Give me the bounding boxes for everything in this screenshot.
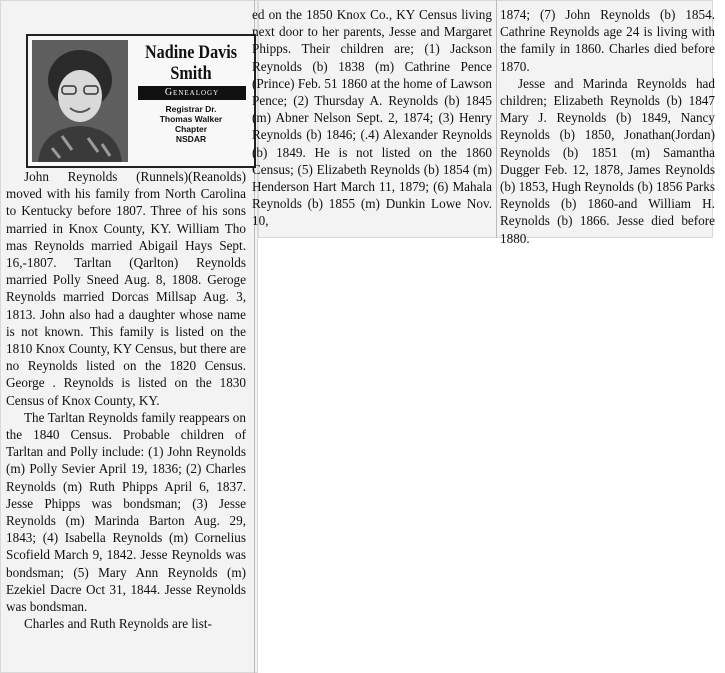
author-name: Nadine Davis Smith [145, 42, 237, 84]
article-column-2 [252, 6, 492, 236]
paragraph: Jesse and Marinda Reynolds had children; Elizabeth Reynolds (b) 1847 Mary J. Reynolds (b) 1849, Nancy Reynolds (b) 1850, Jonathan(Jordan) Reynolds (b) 1851 (m) Samantha Dugger Feb. 12, 1878, James Reynolds (b) 1853, Hugh Reynolds (b) 1856 Parks Reynolds (b) 1860-and William H. Reynolds (b) 1866. Jesse died before 1880. [500, 75, 716, 246]
credit-line: Thomas Walker [159, 114, 223, 124]
column-header [26, 34, 256, 168]
paragraph: The Tarltan Reynolds family reappears on the 1840 Census. Probable children of Tarltan and Polly include: (1) John Reynolds (m) Polly Sevier April 19, 1836; (2) Charles Reynolds (m) Ruth Phipps April 6, 1837. Jesse Phipps was bondsman; (3) Jesse Reynolds (m) Marinda Barton Aug. 29, 1843; (4) Isabella Reynolds (m) Cornelius Scofield March 9, 1842. Jesse Reynolds was bondsman; (5) Mary Ann Reynolds (m) Ezekiel Dacre Oct 31, 1844. Jesse Reynolds was bondsman. [6, 409, 246, 615]
author-portrait-photo [32, 40, 128, 162]
credit-line: NSDAR [175, 134, 207, 144]
paragraph: Charles and Ruth Reynolds are list- [24, 616, 212, 632]
paragraph: ed on the 1850 Knox Co., KY Census living next door to her parents, Jesse and Margaret Phipps. Their children are; (1) Jackson Reynolds (b) 1838 (m) Cathrine Pence (Prince) Feb. 51 1860 at the home of Lawson Pence; (2) Thursday A. Reynolds (b) 1845 (m) Abner Nelson Sept. 2, 1874; (3) Henry Reynolds (b) 1846; (.4) Alexander Reynolds (b) 1849. He is not listed on the 1860 Census; (5) Elizabeth Reynolds (b) 1854 (m) Henderson Hart March 11, 1879; (6) Mahala Reynolds (b) 1855 (m) Dunkin Lowe Nov. 10, [252, 7, 492, 229]
column-divider [496, 0, 497, 238]
section-label: Genealogy [138, 86, 246, 100]
article-column-1 [6, 168, 246, 668]
paragraph: John Reynolds (Runnels)(Reanolds) moved with his family from North Carolina to Kentucky before 1807. Three of his sons married in Knox County, KY. William Tho mas Reynolds married Abigail Hays Sept. 16,-1807. Tarltan (Qarlton) Reynolds married Polly Sneed Aug. 8, 1808. Geroge Reynolds married Dorcas Millsap Aug. 3, 1813. John also had a daughter whose name is not known. This family is listed on the 1810 Knox County, KY Census, but there are no Reynolds listed on the 1820 Census. George . Reynolds is listed on the 1830 Census of Knox County, KY. [6, 169, 246, 408]
article-column-3 [500, 6, 716, 246]
credit-line: Registrar Dr. [165, 104, 217, 114]
author-credit [132, 104, 250, 144]
paragraph: 1874; (7) John Reynolds (b) 1854. Cathrine Reynolds age 24 is living with the family in 1860. Charles died before 1870. [500, 7, 715, 74]
credit-line: Chapter [174, 124, 208, 134]
